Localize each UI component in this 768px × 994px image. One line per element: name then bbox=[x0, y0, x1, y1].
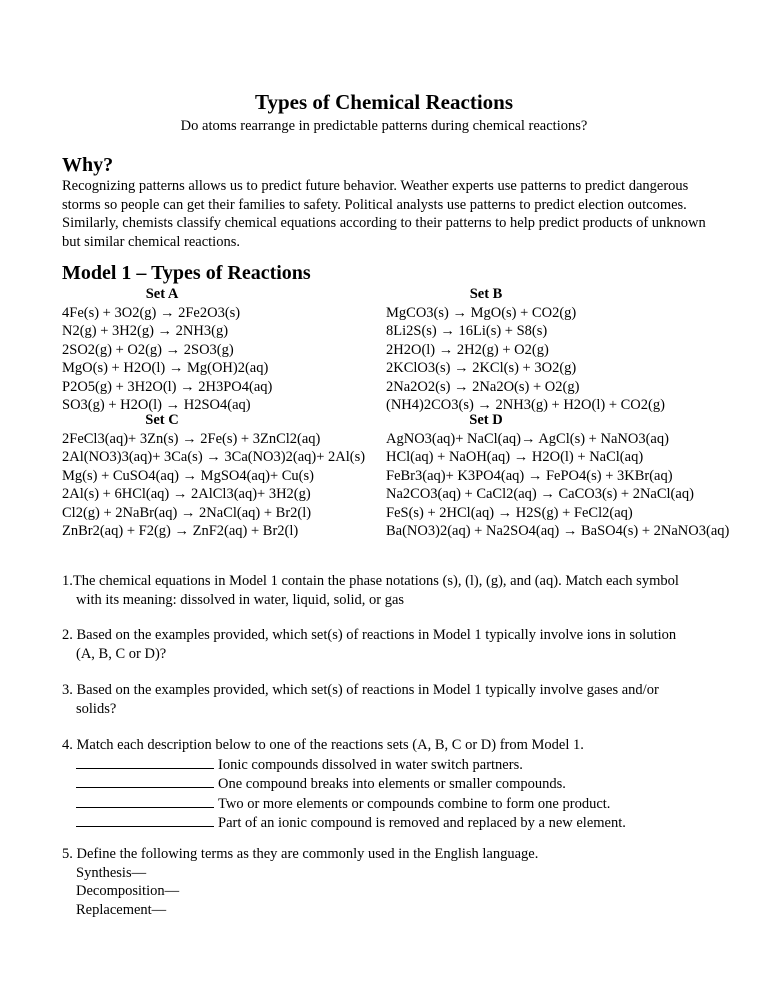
equation: 2Al(NO3)3(aq)+ 3Ca(s) → 3Ca(NO3)2(aq)+ 2Al(s) bbox=[62, 449, 366, 465]
equation: N2(g) + 3H2(g) → 2NH3(g) bbox=[62, 323, 229, 339]
question-2 bbox=[62, 626, 722, 663]
answer-blank[interactable] bbox=[76, 813, 214, 827]
set-title: Set B bbox=[469, 286, 503, 302]
match-description: Ionic compounds dissolved in water switch partners. bbox=[218, 756, 523, 773]
set-d bbox=[386, 411, 730, 541]
page-subtitle: Do atoms rearrange in predictable patterns during chemical reactions? bbox=[180, 118, 588, 134]
match-row bbox=[62, 755, 722, 775]
answer-blank[interactable] bbox=[76, 774, 214, 788]
match-row bbox=[62, 794, 722, 814]
equation: ZnBr2(aq) + F2(g) → ZnF2(aq) + Br2(l) bbox=[62, 523, 299, 539]
question-3 bbox=[62, 681, 722, 718]
why-paragraph: Recognizing patterns allows us to predict future behavior. Weather experts use patterns to predict dangerous storms so people can get their families to safety. Political analysts use patterns to predict election outcomes. Similarly, chemists classify chemical equations according to their patterns to help predict products of unknown but similar chemical reactions. bbox=[62, 178, 706, 250]
match-description: Two or more elements or compounds combine to form one product. bbox=[218, 795, 611, 812]
set-title: Set C bbox=[145, 412, 179, 428]
equation: SO3(g) + H2O(l) → H2SO4(aq) bbox=[62, 397, 251, 413]
model-heading: Model 1 – Types of Reactions bbox=[62, 262, 311, 284]
answer-blank[interactable] bbox=[76, 755, 214, 769]
equation: 2H2O(l) → 2H2(g) + O2(g) bbox=[386, 341, 549, 358]
match-description: One compound breaks into elements or smaller compounds. bbox=[218, 776, 566, 792]
equation: AgNO3(aq)+ NaCl(aq)→ AgCl(s) + NaNO3(aq) bbox=[386, 430, 669, 447]
equation: Na2CO3(aq) + CaCl2(aq) → CaCO3(s) + 2NaCl(aq) bbox=[386, 486, 694, 502]
term-replacement: Replacement— bbox=[76, 901, 167, 918]
set-c bbox=[62, 411, 392, 541]
set-title: Set D bbox=[469, 412, 503, 428]
equation: 2Al(s) + 6HCl(aq) → 2AlCl3(aq)+ 3H2(g) bbox=[62, 486, 311, 502]
equation: (NH4)2CO3(s) → 2NH3(g) + H2O(l) + CO2(g) bbox=[386, 397, 665, 413]
question-text: 2. Based on the examples provided, which set(s) of reactions in Model 1 typically involve ions in solution bbox=[62, 627, 677, 643]
question-text: 4. Match each description below to one of the reactions sets (A, B, C or D) from Model 1. bbox=[62, 737, 584, 753]
set-a bbox=[62, 285, 392, 415]
equation: HCl(aq) + NaOH(aq) → H2O(l) + NaCl(aq) bbox=[386, 449, 644, 465]
equation: Mg(s) + CuSO4(aq) → MgSO4(aq)+ Cu(s) bbox=[62, 467, 314, 484]
match-row bbox=[62, 774, 722, 794]
equation: 2FeCl3(aq)+ 3Zn(s) → 2Fe(s) + 3ZnCl2(aq) bbox=[62, 430, 321, 447]
set-b bbox=[386, 285, 716, 415]
equation: MgO(s) + H2O(l) → Mg(OH)2(aq) bbox=[62, 360, 269, 376]
why-heading: Why? bbox=[62, 154, 114, 176]
equation: 2Na2O2(s) → 2Na2O(s) + O2(g) bbox=[386, 378, 580, 395]
term-decomposition: Decomposition— bbox=[76, 883, 180, 899]
equation: 4Fe(s) + 3O2(g) → 2Fe2O3(s) bbox=[62, 304, 241, 321]
answer-blank[interactable] bbox=[76, 794, 214, 808]
question-text: solids? bbox=[76, 700, 117, 717]
match-description: Part of an ionic compound is removed and replaced by a new element. bbox=[218, 815, 626, 831]
equation: FeS(s) + 2HCl(aq) → H2S(g) + FeCl2(aq) bbox=[386, 504, 633, 521]
question-text: (A, B, C or D)? bbox=[76, 645, 167, 662]
match-row bbox=[62, 813, 722, 833]
equation: 8Li2S(s) → 16Li(s) + S8(s) bbox=[386, 323, 548, 339]
question-text: 5. Define the following terms as they are commonly used in the English language. bbox=[62, 846, 539, 862]
question-1 bbox=[62, 572, 722, 609]
equation: 2SO2(g) + O2(g) → 2SO3(g) bbox=[62, 341, 234, 358]
equation: 2KClO3(s) → 2KCl(s) + 3O2(g) bbox=[386, 360, 577, 376]
question-4 bbox=[62, 736, 722, 833]
page-title: Types of Chemical Reactions bbox=[255, 90, 513, 114]
question-text: 3. Based on the examples provided, which set(s) of reactions in Model 1 typically involve gases and/or bbox=[62, 682, 659, 698]
equation: Ba(NO3)2(aq) + Na2SO4(aq) → BaSO4(s) + 2NaNO3(aq) bbox=[386, 523, 730, 539]
equation: Cl2(g) + 2NaBr(aq) → 2NaCl(aq) + Br2(l) bbox=[62, 504, 312, 521]
equation: MgCO3(s) → MgO(s) + CO2(g) bbox=[386, 304, 577, 321]
question-text: 1.The chemical equations in Model 1 contain the phase notations (s), (l), (g), and (aq). Match each symbol bbox=[62, 573, 679, 589]
question-text: with its meaning: dissolved in water, liquid, solid, or gas bbox=[76, 591, 405, 608]
equation: FeBr3(aq)+ K3PO4(aq) → FePO4(s) + 3KBr(aq) bbox=[386, 467, 673, 484]
term-synthesis: Synthesis— bbox=[76, 864, 147, 881]
equation: P2O5(g) + 3H2O(l) → 2H3PO4(aq) bbox=[62, 378, 273, 395]
set-title: Set A bbox=[145, 286, 179, 302]
question-5 bbox=[62, 845, 722, 919]
